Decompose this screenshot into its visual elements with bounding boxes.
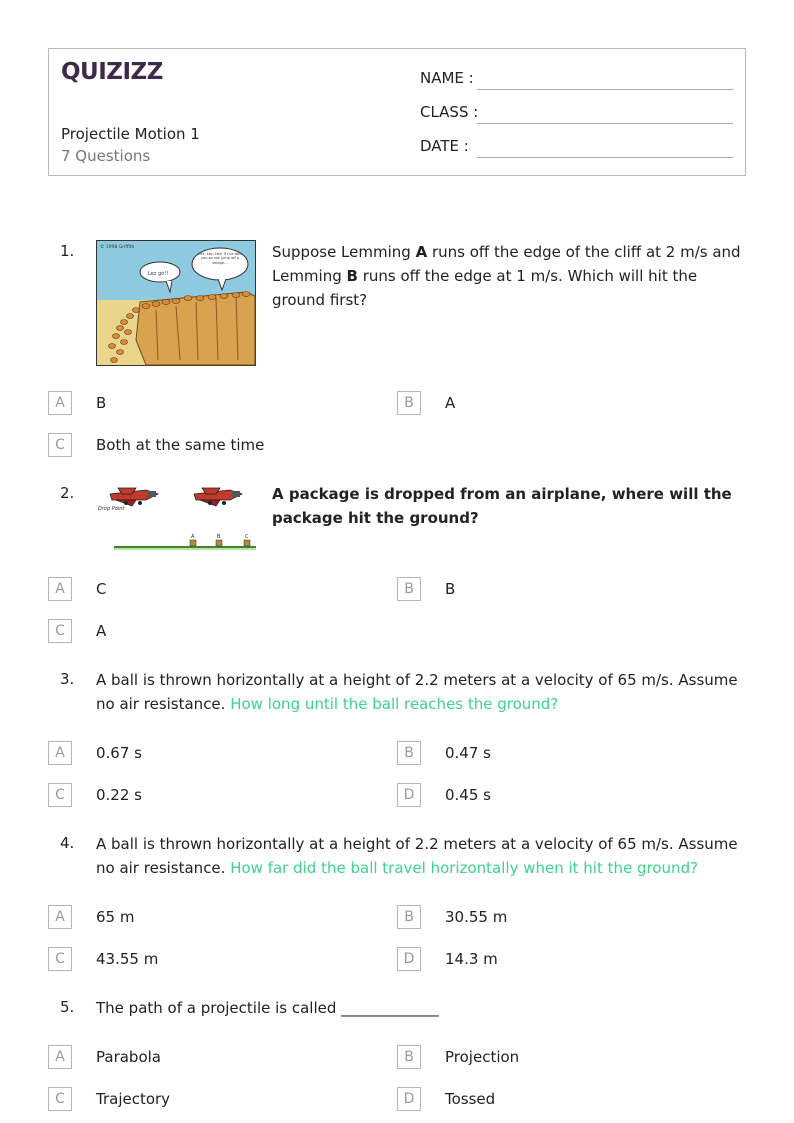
q5-option-c-text: Trajectory — [96, 1090, 171, 1108]
question-1-text: Suppose Lemming A runs off the edge of the cliff at 2 m/s and Lemming B runs off the edge at 1 m/s. Which will hit the ground first? — [272, 243, 741, 309]
question-3-number: 3. — [60, 670, 75, 688]
q5-option-d-box[interactable]: D — [397, 1087, 421, 1111]
q3-option-b-text: 0.47 s — [445, 744, 491, 762]
question-count: 7 Questions — [61, 147, 151, 165]
q3-option-d-text: 0.45 s — [445, 786, 491, 804]
airplane-icon-right — [194, 488, 242, 506]
class-label: CLASS : — [420, 103, 479, 121]
airplane-icon-left — [110, 488, 158, 506]
q5-option-a-box[interactable]: A — [48, 1045, 72, 1069]
question-5-number: 5. — [60, 998, 75, 1016]
question-2-text: A package is dropped from an airplane, where will the package hit the ground? — [272, 485, 732, 527]
q2-option-b-text: B — [445, 580, 456, 598]
q4-option-c-text: 43.55 m — [96, 950, 159, 968]
q1-option-b-text: A — [445, 394, 456, 412]
airplane-drop-image — [96, 480, 258, 552]
q4-option-a-box[interactable]: A — [48, 905, 72, 929]
q2-option-c-box[interactable]: C — [48, 619, 72, 643]
question-2-number: 2. — [60, 484, 75, 502]
q3-option-a-text: 0.67 s — [96, 744, 142, 762]
question-1-number: 1. — [60, 242, 75, 260]
q1-option-b-box[interactable]: B — [397, 391, 421, 415]
q5-option-d-text: Tossed — [445, 1090, 496, 1108]
q4-option-b-text: 30.55 m — [445, 908, 508, 926]
question-4-text: A ball is thrown horizontally at a height of 2.2 meters at a velocity of 65 m/s. Assume no air resistance. How far did the ball travel horizontally when it hit the ground? — [96, 835, 738, 877]
q4-option-d-text: 14.3 m — [445, 950, 498, 968]
question-3-hint: How long until the ball reaches the ground? — [230, 695, 559, 713]
question-5-text: The path of a projectile is called _____________ — [96, 999, 439, 1017]
q2-option-c-text: A — [96, 622, 107, 640]
q4-option-a-text: 65 m — [96, 908, 135, 926]
quizizz-logo: QUIZIZZ — [61, 59, 163, 85]
name-line[interactable] — [477, 89, 733, 90]
date-line[interactable] — [477, 157, 733, 158]
worksheet-header — [48, 48, 746, 176]
speech-bubble-2-text: Lez, Lez, Lez! If I've told you so not jump off a bridge... — [198, 252, 242, 265]
q3-option-c-box[interactable]: C — [48, 783, 72, 807]
drop-label-a: A — [191, 534, 195, 540]
q4-option-d-box[interactable]: D — [397, 947, 421, 971]
question-4-hint: How far did the ball travel horizontally when it hit the ground? — [230, 859, 699, 877]
q4-option-c-box[interactable]: C — [48, 947, 72, 971]
q1-option-c-text: Both at the same time — [96, 436, 265, 454]
q3-option-b-box[interactable]: B — [397, 741, 421, 765]
q2-option-a-text: C — [96, 580, 107, 598]
drop-point-caption: Drop Point — [98, 506, 125, 512]
drop-label-c: C — [245, 534, 249, 540]
question-3-text: A ball is thrown horizontally at a height of 2.2 meters at a velocity of 65 m/s. Assume no air resistance. How long until the ball reaches the ground? — [96, 671, 738, 713]
question-4-number: 4. — [60, 834, 75, 852]
q5-option-a-text: Parabola — [96, 1048, 161, 1066]
q5-option-b-box[interactable]: B — [397, 1045, 421, 1069]
cartoon-copyright: © 1998 Griffith — [100, 245, 135, 250]
q3-option-a-box[interactable]: A — [48, 741, 72, 765]
q5-option-b-text: Projection — [445, 1048, 520, 1066]
lemming-cliff-cartoon — [96, 240, 256, 366]
q2-option-a-box[interactable]: A — [48, 577, 72, 601]
q1-option-a-box[interactable]: A — [48, 391, 72, 415]
q3-option-d-box[interactable]: D — [397, 783, 421, 807]
q3-option-c-text: 0.22 s — [96, 786, 142, 804]
q5-option-c-box[interactable]: C — [48, 1087, 72, 1111]
speech-bubble-1-text: Lez go!! — [148, 271, 169, 277]
q1-option-a-text: B — [96, 394, 107, 412]
name-label: NAME : — [420, 69, 474, 87]
q1-option-c-box[interactable]: C — [48, 433, 72, 457]
class-line[interactable] — [477, 123, 733, 124]
drop-label-b: B — [217, 534, 221, 540]
q2-option-b-box[interactable]: B — [397, 577, 421, 601]
worksheet-title: Projectile Motion 1 — [61, 125, 200, 143]
date-label: DATE : — [420, 137, 469, 155]
q4-option-b-box[interactable]: B — [397, 905, 421, 929]
